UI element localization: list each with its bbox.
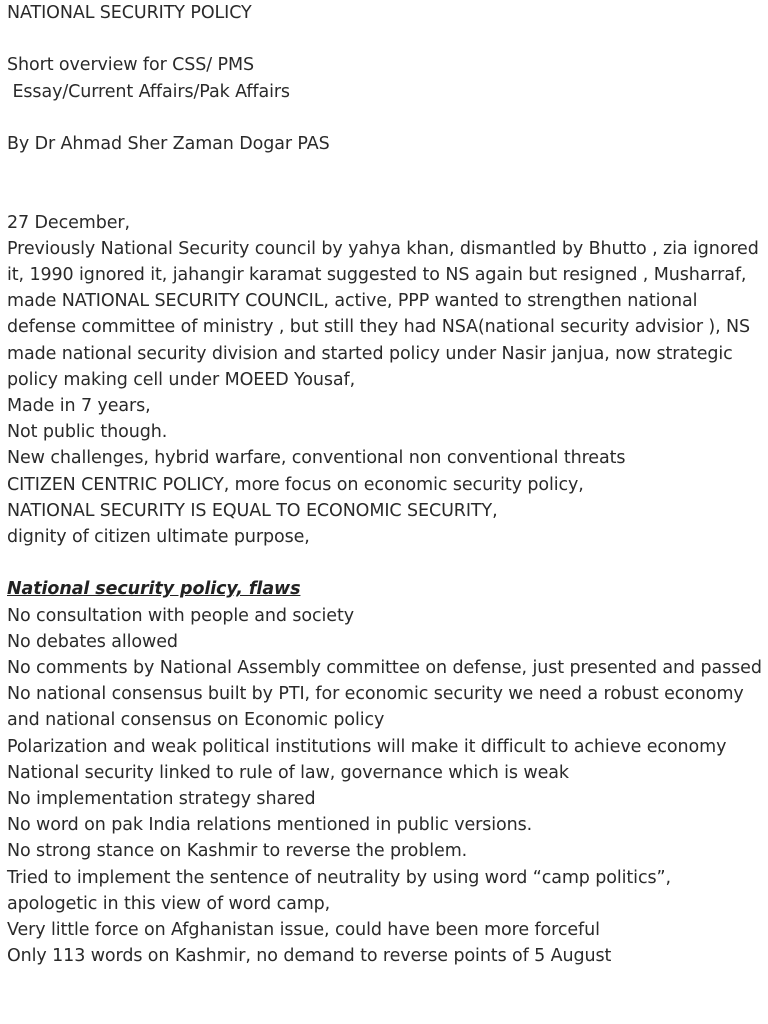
intro-line: dignity of citizen ultimate purpose, — [7, 527, 310, 547]
flaw-item: Only 113 words on Kashmir, no demand to reverse points of 5 August — [7, 946, 612, 967]
document-page — [7, 0, 765, 969]
document-subtitle: Short overview for CSS/ PMS — [7, 55, 254, 76]
flaw-item: Polarization and weak political institutions will make it difficult to achieve economy — [7, 736, 727, 757]
flaw-item: No debates allowed — [7, 631, 178, 652]
spacer — [7, 157, 765, 183]
flaw-item: No consultation with people and society — [7, 605, 354, 626]
spacer — [7, 550, 765, 576]
intro-line: CITIZEN CENTRIC POLICY, more focus on economic security policy, — [7, 474, 584, 495]
document-subtitle-topics: Essay/Current Affairs/Pak Affairs — [7, 81, 290, 102]
intro-line: NATIONAL SECURITY IS EQUAL TO ECONOMIC SECURITY, — [7, 500, 498, 521]
document-date: 27 December, — [7, 212, 130, 233]
document-title: NATIONAL SECURITY POLICY — [7, 3, 252, 23]
flaws-list — [7, 603, 765, 970]
spacer — [7, 26, 765, 52]
intro-line: Not public though. — [7, 422, 168, 443]
flaw-item: No comments by National Assembly committee on defense, just presented and passed — [7, 658, 762, 678]
spacer — [7, 105, 765, 131]
intro-paragraph: Previously National Security council by yahya khan, dismantled by Bhutto , zia ignored it, 1990 ignored it, jahangir karamat suggested to NS again but resigned , Musharraf, made NATIONAL SECURITY COUNCIL, active, PPP wanted to strengthen national defense committee of ministry , but still they had NSA(national security advisior ), NS made national security division and started policy under Nasir janjua, now strategic policy making cell under MOEED Yousaf, — [7, 238, 759, 390]
flaw-item: No word on pak India relations mentioned in public versions. — [7, 815, 533, 836]
flaw-item: National security linked to rule of law, governance which is weak — [7, 762, 569, 783]
flaws-heading: National security policy, flaws — [7, 579, 301, 600]
flaw-item: Very little force on Afghanistan issue, could have been more forceful — [7, 920, 600, 941]
flaw-item: No implementation strategy shared — [7, 789, 316, 810]
flaw-item: Tried to implement the sentence of neutrality by using word “camp politics”, apologetic in this view of word camp, — [7, 867, 671, 914]
flaw-item: No strong stance on Kashmir to reverse the problem. — [7, 841, 468, 862]
intro-line: Made in 7 years, — [7, 395, 151, 416]
flaw-item: No national consensus built by PTI, for economic security we need a robust economy and national consensus on Economic policy — [7, 684, 744, 731]
document-author: By Dr Ahmad Sher Zaman Dogar PAS — [7, 133, 330, 154]
spacer — [7, 183, 765, 209]
intro-line: New challenges, hybrid warfare, conventional non conventional threats — [7, 448, 626, 469]
